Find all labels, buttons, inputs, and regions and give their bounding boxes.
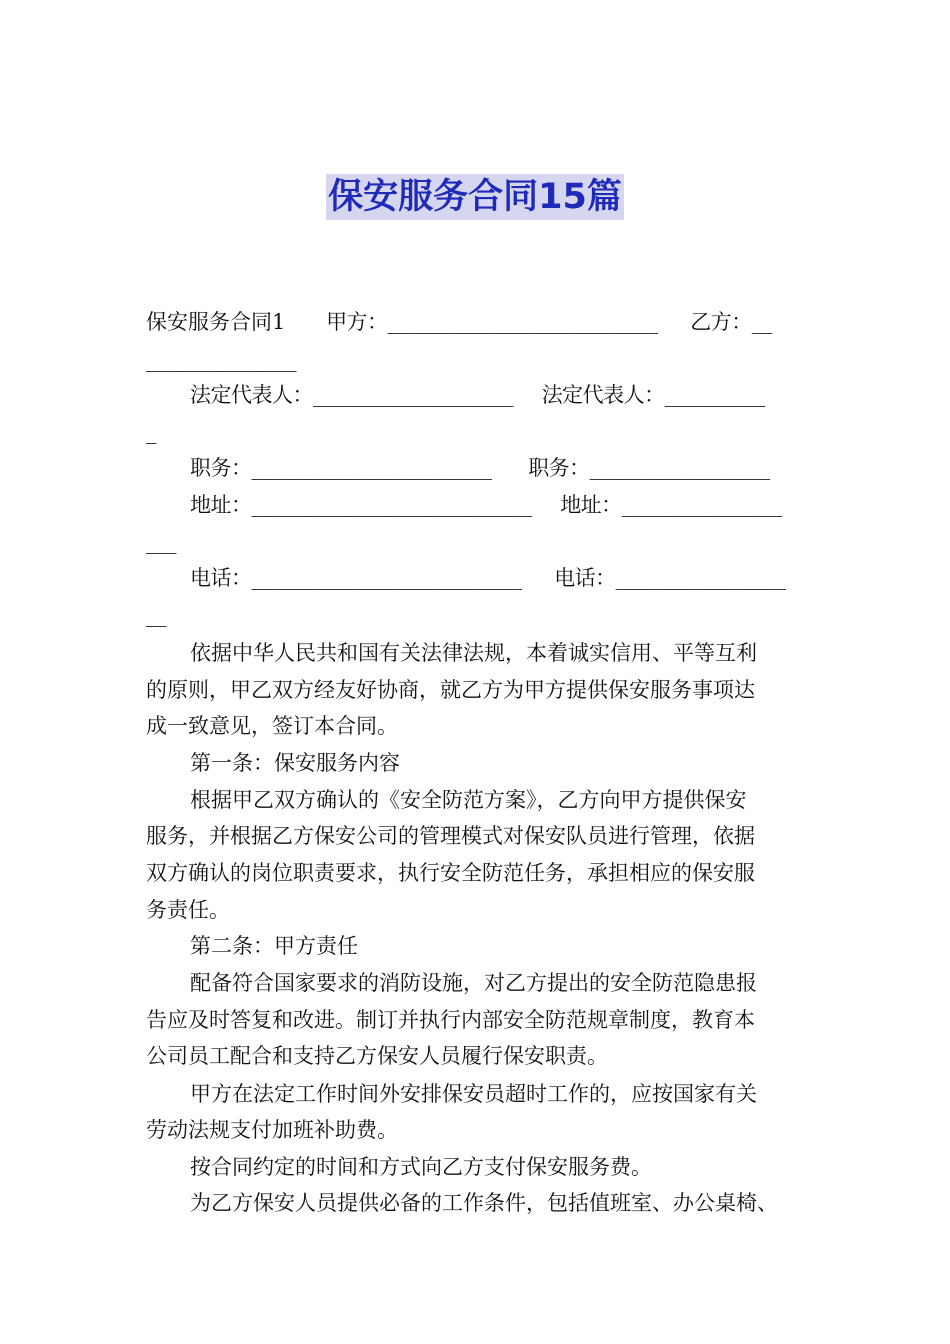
phone-a-field: 电话：___________________________ <box>190 566 522 590</box>
paragraph-line: 依据中华人民共和国有关法律法规，本着诚实信用、平等互利 <box>190 641 757 665</box>
paragraph-line: 甲方在法定工作时间外安排保安员超时工作的，应按国家有关 <box>190 1082 757 1106</box>
address-a-field: 地址：____________________________ <box>190 493 532 517</box>
paragraph-line: 根据甲乙双方确认的《安全防范方案》，乙方向甲方提供保安 <box>190 788 747 812</box>
paragraph-line: 按合同约定的时间和方式向乙方支付保安服务费。 <box>190 1155 652 1179</box>
party-b-field: 乙方：__ <box>690 310 772 334</box>
header-line <box>146 308 772 336</box>
party-b-field-continued: _______________ <box>146 348 296 372</box>
paragraph-line: 服务，并根据乙方保安公司的管理模式对保安队员进行管理，依据 <box>146 824 755 848</box>
page-title-text: 保安服务合同15篇 <box>326 174 624 220</box>
phone-line <box>190 564 786 592</box>
section-heading: 第二条：甲方责任 <box>190 934 358 958</box>
header-line-continued <box>146 346 296 374</box>
legal-rep-b-field-continued: _ <box>146 420 156 444</box>
legal-rep-b-field: 法定代表人：__________ <box>541 383 765 407</box>
position-line <box>190 454 770 482</box>
address-line <box>190 491 782 519</box>
paragraph-line: 告应及时答复和改进。制订并执行内部安全防范规章制度，教育本 <box>146 1008 755 1032</box>
legal-rep-line <box>190 381 765 409</box>
position-a-field: 职务：________________________ <box>190 456 492 480</box>
party-a-field: 甲方：___________________________ <box>326 310 658 334</box>
address-b-field: 地址：________________ <box>560 493 782 517</box>
contract-number: 保安服务合同1 <box>146 310 286 334</box>
paragraph-line: 双方确认的岗位职责要求，执行安全防范任务，承担相应的保安服 <box>146 861 755 885</box>
position-b-field: 职务：__________________ <box>528 456 770 480</box>
paragraph-line: 公司员工配合和支持乙方保安人员履行保安职责。 <box>146 1044 608 1068</box>
address-line-continued <box>146 528 176 556</box>
page-title <box>0 174 950 220</box>
paragraph-line: 配备符合国家要求的消防设施，对乙方提出的安全防范隐患报 <box>190 971 757 995</box>
phone-line-continued <box>146 601 166 629</box>
paragraph-line: 的原则，甲乙双方经友好协商，就乙方为甲方提供保安服务事项达 <box>146 678 755 702</box>
paragraph-line: 成一致意见，签订本合同。 <box>146 714 398 738</box>
legal-rep-line-continued <box>146 418 156 446</box>
phone-b-field-continued: __ <box>146 603 166 627</box>
paragraph-line: 务责任。 <box>146 898 230 922</box>
section-heading: 第一条：保安服务内容 <box>190 751 400 775</box>
address-b-field-continued: ___ <box>146 530 176 554</box>
phone-b-field: 电话：_________________ <box>554 566 786 590</box>
legal-rep-a-field: 法定代表人：____________________ <box>190 383 513 407</box>
paragraph-line: 劳动法规支付加班补助费。 <box>146 1118 398 1142</box>
paragraph-line: 为乙方保安人员提供必备的工作条件，包括值班室、办公桌椅、 <box>190 1191 778 1215</box>
